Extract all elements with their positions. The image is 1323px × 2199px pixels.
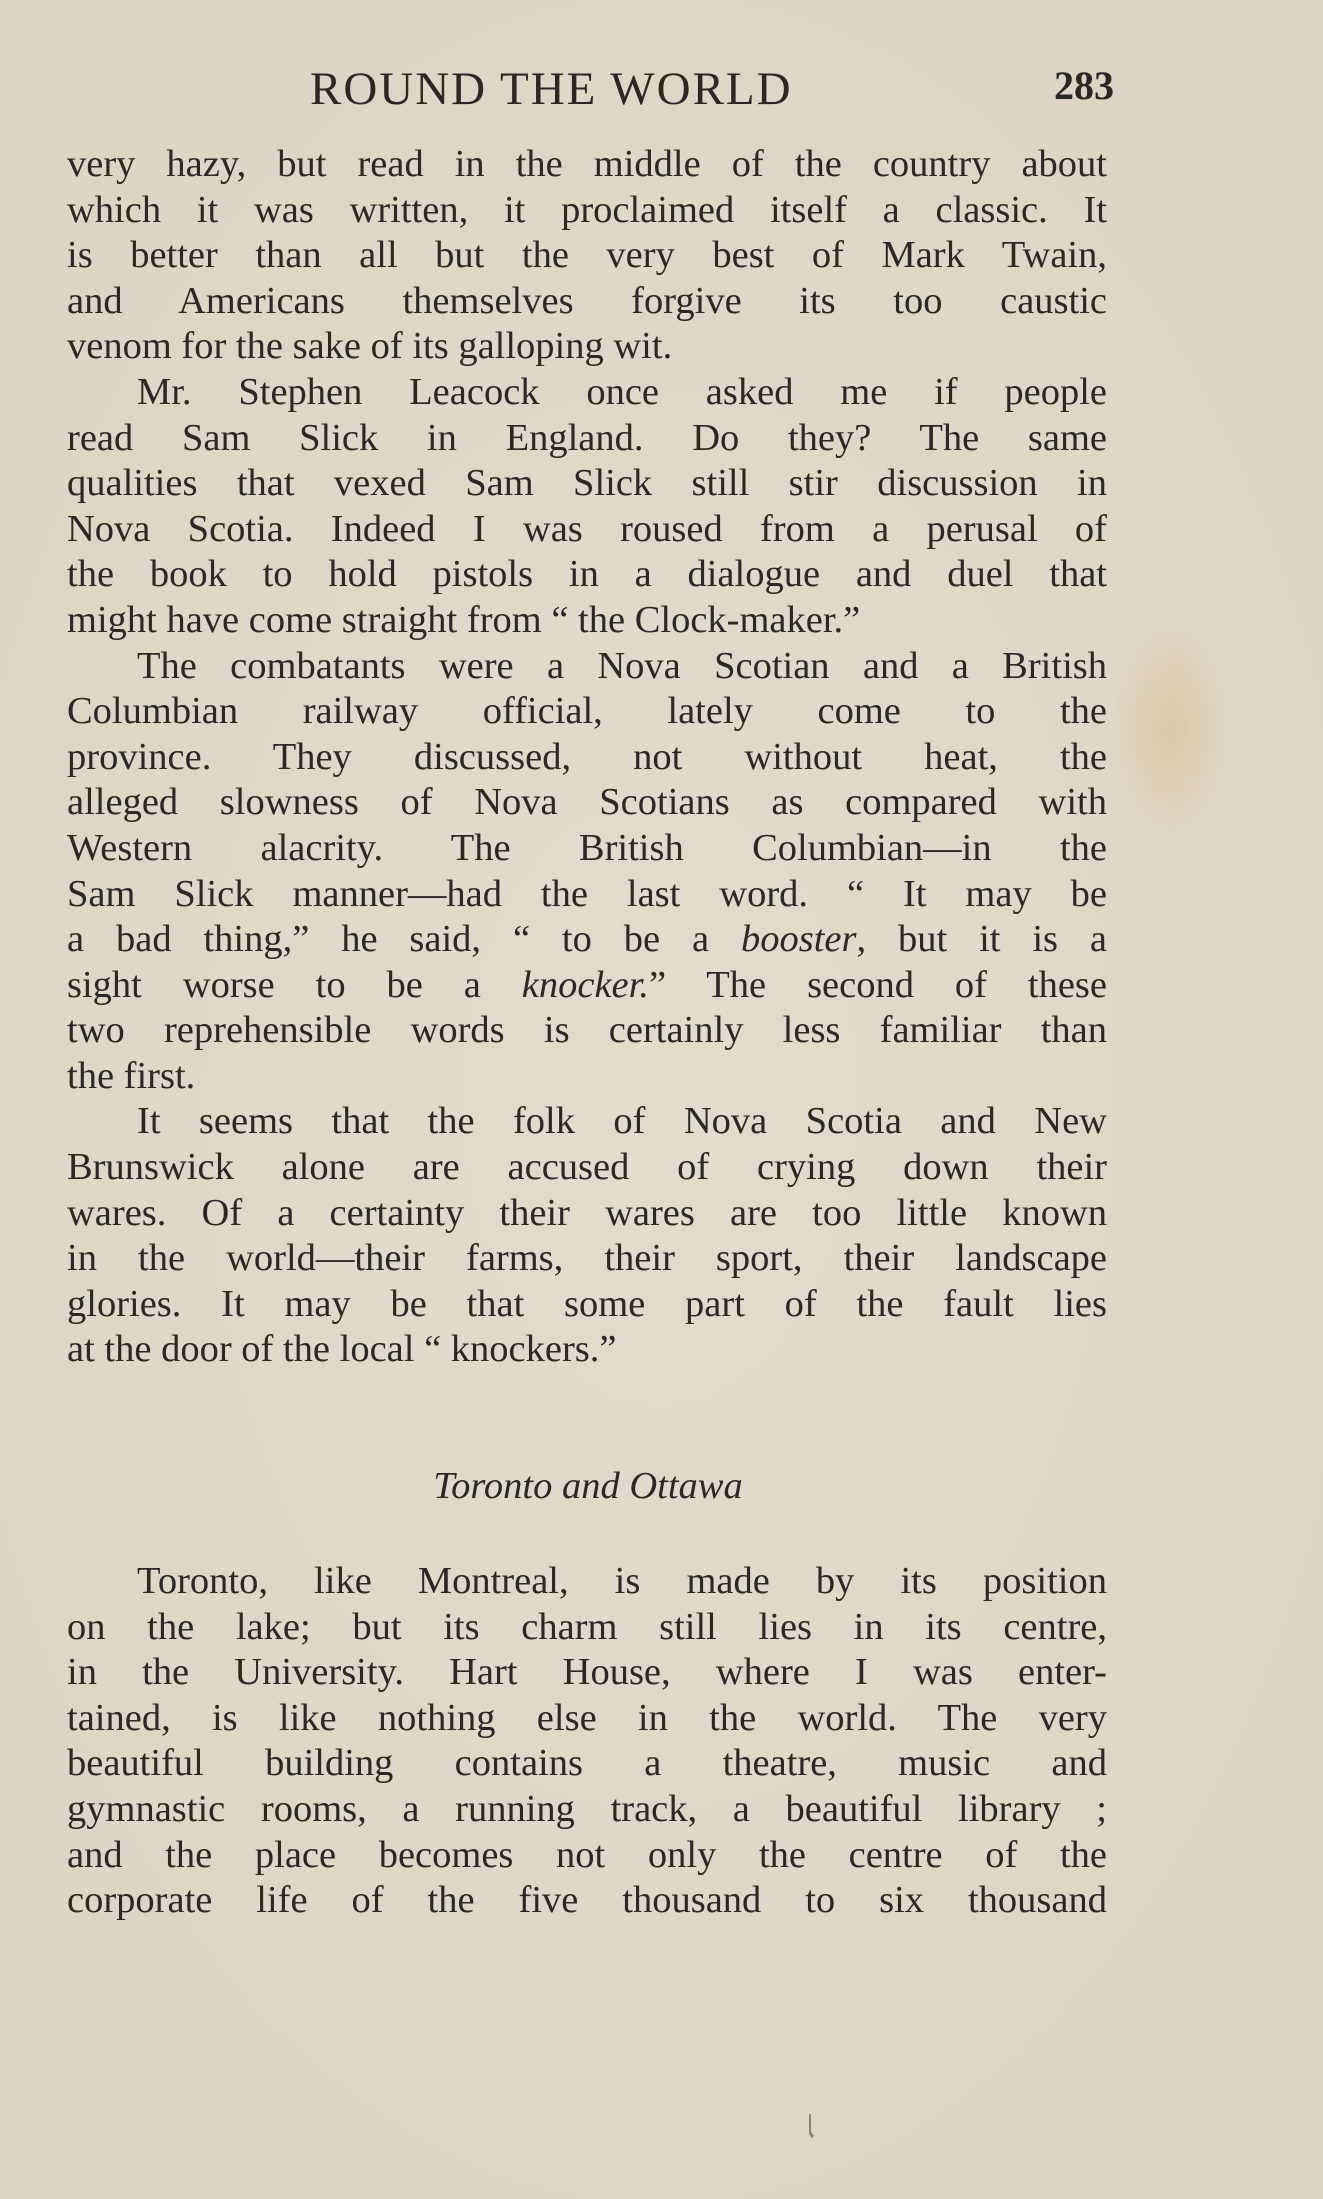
text-line: Brunswick alone are accused of crying down their [67, 1146, 1107, 1189]
text-line: at the door of the local “ knockers.” [67, 1328, 617, 1371]
text-line: tained, is like nothing else in the world. The very [67, 1696, 1107, 1739]
text-line: the book to hold pistols in a dialogue and duel that [67, 553, 1107, 596]
text-line: Mr. Stephen Leacock once asked me if people [137, 370, 1107, 413]
text-segment: sight worse to be a [67, 963, 522, 1006]
running-title: ROUND THE WORLD [310, 63, 793, 115]
text-line: glories. It may be that some part of the fault lies [67, 1282, 1107, 1325]
text-line: Nova Scotia. Indeed I was roused from a perusal of [67, 507, 1107, 550]
text-line: Western alacrity. The British Columbian—in the [67, 826, 1107, 869]
text-line: qualities that vexed Sam Slick still stir discussion in [67, 462, 1107, 505]
text-line: and the place becomes not only the centre of the [67, 1833, 1107, 1876]
text-line: in the University. Hart House, where I was enter- [67, 1651, 1107, 1694]
italic-word: knocker. [521, 963, 649, 1006]
text-line: is better than all but the very best of Mark Twain, [67, 234, 1107, 277]
text-line: on the lake; but its charm still lies in its centre, [67, 1605, 1107, 1648]
text-line [67, 917, 1107, 963]
text-line: the first. [67, 1054, 196, 1097]
text-line: venom for the sake of its galloping wit. [67, 325, 673, 368]
page-number: 283 [1054, 63, 1114, 108]
text-line: beautiful building contains a theatre, music and [67, 1742, 1107, 1785]
text-line: province. They discussed, not without heat, the [67, 735, 1107, 778]
text-line: two reprehensible words is certainly less familiar than [67, 1009, 1107, 1052]
text-line [67, 963, 1107, 1009]
text-line: wares. Of a certainty their wares are too little known [67, 1191, 1107, 1234]
ink-mark-icon [806, 2112, 816, 2140]
text-segment: , but it is a [856, 918, 1107, 961]
text-line: read Sam Slick in England. Do they? The same [67, 416, 1107, 459]
text-line: Toronto, like Montreal, is made by its position [137, 1560, 1107, 1602]
text-line: very hazy, but read in the middle of the country about [67, 143, 1107, 185]
italic-word: booster [740, 918, 857, 961]
body-text-bottom [67, 1559, 1107, 1924]
text-segment: a bad thing,” he said, “ to be a [67, 918, 741, 961]
text-line: Sam Slick manner—had the last word. “ It may be [67, 872, 1107, 915]
text-line: gymnastic rooms, a running track, a beautiful library ; [67, 1787, 1107, 1830]
text-line: in the world—their farms, their sport, their landscape [67, 1237, 1107, 1280]
text-line: and Americans themselves forgive its too caustic [67, 279, 1107, 322]
text-line: The combatants were a Nova Scotian and a British [137, 644, 1107, 687]
text-line: corporate life of the five thousand to six thousand [67, 1879, 1107, 1922]
running-head [310, 62, 1120, 122]
body-text-top [67, 142, 1107, 1373]
text-line: It seems that the folk of Nova Scotia and New [137, 1100, 1107, 1143]
text-line: which it was written, it proclaimed itself a classic. It [67, 188, 1107, 231]
text-line: Columbian railway official, lately come to the [67, 690, 1107, 733]
section-heading: Toronto and Ottawa [433, 1465, 743, 1507]
text-line: might have come straight from “ the Clock-maker.” [67, 598, 861, 641]
text-line: alleged slowness of Nova Scotians as compared with [67, 781, 1107, 824]
text-segment: ” The second of these [648, 963, 1107, 1006]
